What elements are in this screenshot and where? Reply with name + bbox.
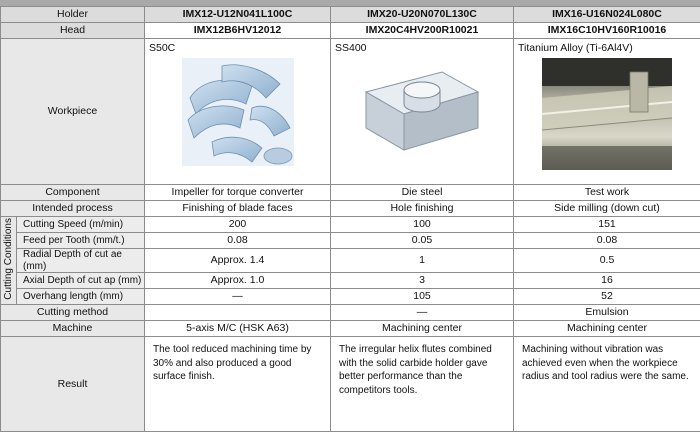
workpiece-material-3: Titanium Alloy (Ti-6Al4V) xyxy=(518,42,696,54)
axial-depth-3: 16 xyxy=(514,273,700,289)
cutting-speed-label: Cutting Speed (m/min) xyxy=(17,217,145,233)
workpiece-cell-1 xyxy=(145,39,331,185)
head-1: IMX12B6HV12012 xyxy=(145,23,331,39)
head-row xyxy=(1,23,700,39)
result-2: The irregular helix flutes combined with the solid carbide holder gave better performance than the competitors tools. xyxy=(331,337,514,432)
holder-3: IMX16-U16N024L080C xyxy=(514,7,700,23)
machine-3: Machining center xyxy=(514,321,700,337)
overhang-3: 52 xyxy=(514,289,700,305)
radial-depth-label: Radial Depth of cut ae (mm) xyxy=(17,249,145,273)
process-row xyxy=(1,201,700,217)
process-2: Hole finishing xyxy=(331,201,514,217)
component-row xyxy=(1,185,700,201)
component-2: Die steel xyxy=(331,185,514,201)
process-label: Intended process xyxy=(1,201,145,217)
impeller-image xyxy=(182,58,294,166)
process-1: Finishing of blade faces xyxy=(145,201,331,217)
feed-3: 0.08 xyxy=(514,233,700,249)
head-2: IMX20C4HV200R10021 xyxy=(331,23,514,39)
cutting-method-1 xyxy=(145,305,331,321)
cutting-speed-row xyxy=(1,217,700,233)
workpiece-material-1: S50C xyxy=(149,42,326,54)
component-1: Impeller for torque converter xyxy=(145,185,331,201)
machine-2: Machining center xyxy=(331,321,514,337)
overhang-row xyxy=(1,289,700,305)
result-row xyxy=(1,337,700,432)
head-label: Head xyxy=(1,23,145,39)
workpiece-row xyxy=(1,39,700,185)
axial-depth-2: 3 xyxy=(331,273,514,289)
cutting-conditions-group xyxy=(1,217,17,305)
holder-row xyxy=(1,7,700,23)
axial-depth-label: Axial Depth of cut ap (mm) xyxy=(17,273,145,289)
machine-row xyxy=(1,321,700,337)
result-1: The tool reduced machining time by 30% and also produced a good surface finish. xyxy=(145,337,331,432)
radial-depth-2: 1 xyxy=(331,249,514,273)
feed-row xyxy=(1,233,700,249)
cutting-method-label: Cutting method xyxy=(1,305,145,321)
cutting-method-3: Emulsion xyxy=(514,305,700,321)
cutting-speed-3: 151 xyxy=(514,217,700,233)
result-label: Result xyxy=(1,337,145,432)
overhang-label: Overhang length (mm) xyxy=(17,289,145,305)
feed-2: 0.05 xyxy=(331,233,514,249)
cutting-method-row xyxy=(1,305,700,321)
cutting-speed-2: 100 xyxy=(331,217,514,233)
spec-table xyxy=(0,6,700,432)
cutting-method-2: — xyxy=(331,305,514,321)
workpiece-cell-3 xyxy=(514,39,700,185)
holder-1: IMX12-U12N041L100C xyxy=(145,7,331,23)
head-3: IMX16C10HV160R10016 xyxy=(514,23,700,39)
radial-depth-3: 0.5 xyxy=(514,249,700,273)
feed-label: Feed per Tooth (mm/t.) xyxy=(17,233,145,249)
radial-depth-row xyxy=(1,249,700,273)
holder-label: Holder xyxy=(1,7,145,23)
machine-1: 5-axis M/C (HSK A63) xyxy=(145,321,331,337)
overhang-2: 105 xyxy=(331,289,514,305)
component-label: Component xyxy=(1,185,145,201)
overhang-1: — xyxy=(145,289,331,305)
process-3: Side milling (down cut) xyxy=(514,201,700,217)
holder-2: IMX20-U20N070L130C xyxy=(331,7,514,23)
workpiece-label: Workpiece xyxy=(1,39,145,185)
cutting-conditions-label: Cutting Conditions xyxy=(3,218,15,300)
workpiece-cell-2 xyxy=(331,39,514,185)
machine-label: Machine xyxy=(1,321,145,337)
axial-depth-1: Approx. 1.0 xyxy=(145,273,331,289)
component-3: Test work xyxy=(514,185,700,201)
cutting-speed-1: 200 xyxy=(145,217,331,233)
die-steel-block-image xyxy=(364,58,480,158)
axial-depth-row xyxy=(1,273,700,289)
feed-1: 0.08 xyxy=(145,233,331,249)
radial-depth-1: Approx. 1.4 xyxy=(145,249,331,273)
result-3: Machining without vibration was achieved even when the workpiece radius and tool radius were the same. xyxy=(514,337,700,432)
test-work-photo xyxy=(542,58,672,170)
workpiece-material-2: SS400 xyxy=(335,42,509,54)
